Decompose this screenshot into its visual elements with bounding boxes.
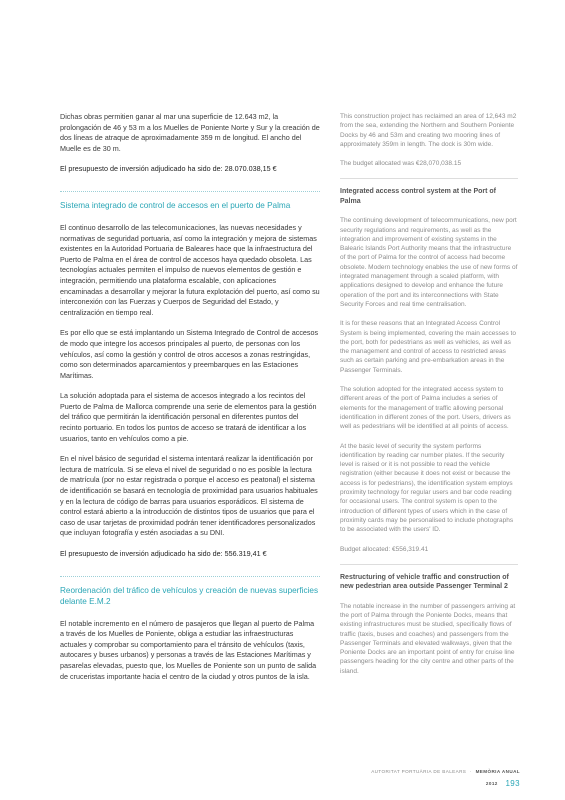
footer-report-title: MEMÒRIA ANUAL 2012 [475,769,520,786]
paragraph-integrated-system: Es por ello que se está implantando un Sistema Integrado de Control de accesos de modo que integre los accesos principales al puerto, de personas con los vehículos, así como la gestión y control de otros accesos a zonas restringidas, como son determinados aparcamientos y preembarques en las Estaciones Marítimas. [60,328,319,380]
paragraph-integrated-system-en: It is for these reasons that an Integrated Access Control System is being implemented, covering the main accesses to the port, both for pedestrians as well as vehicles, as well as the management and control of access to restricted areas such as certain parking and pre-embarkation areas in the Passenger Terminals. [340,320,516,374]
section-divider [340,178,518,179]
section-heading-access-control: Sistema integrado de control de accesos en el puerto de Palma [60,200,291,210]
section-heading-access-control-en: Integrated access control system at the Port of Palma [340,188,496,205]
page-number: 193 [505,779,520,788]
section-heading-traffic: Reordenación del tráfico de vehículos y creación de nuevas superficies delante E.M.2 [60,585,319,606]
paragraph-telecom: El continuo desarrollo de las telecomunicaciones, las nuevas necesidades y normativas de seguridad portuaria, así como la integración y mejora de sistemas existentes en la Autoridad Portuaria de Baleares hace que la infraestructura del Puerto de Palma en el área de control de accesos haya quedado obsoleta. Las tecnologías actuales permiten el impulso de nuevos elementos de gestión e integración, permitiendo una plataforma escalable, con aplicaciones encaminadas a desarrollar y mejorar la futura explotación del puerto, así como su interconexión con las Fuerzas y Cuerpos de Seguridad del Estado, y centralización en tiempo real. [60,222,320,317]
paragraph-dock-works: Dichas obras permitien ganar al mar una superficie de 12.643 m2, la prolongación de 46 y 53 m a los Muelles de Poniente Norte y Sur y la creación de dos líneas de atraque de aproximadamente 359 m de longitud. El ancho del Muelle es de 30 m. [60,112,320,153]
page-footer [360,766,520,788]
paragraph-solution: La solución adoptada para el sistema de accesos integrado a los recintos del Puerto de Palma de Mallorca comprende una serie de elementos para la gestión del tráfico que permitirán la identificación personal en diferentes puntos del recinto portuario. En todos los puntos de acceso se tratará de identificar a los usuarios, tanto en vehículos como a pie. [60,391,317,443]
budget-line-access-en: Budget allocated: €556,319.41 [340,545,429,553]
footer-org: AUTORITAT PORTUÀRIA DE BALEARS [371,769,467,774]
section-heading-traffic-en: Restructuring of vehicle traffic and construction of new pedestrian area outside Passenger Terminal 2 [340,573,509,591]
paragraph-dock-works-en: This construction project has reclaimed an area of 12,643 m2 from the sea, extending the Northern and Southern Poniente Docks by 46 and 53m and creating two mooring lines of approximately 359m in length. The dock is 30m wide. [340,113,517,148]
budget-line-dock-en: The budget allocated was €28,070,038.15 [340,160,462,168]
paragraph-passengers: El notable incremento en el número de pasajeros que llegan al puerto de Palma a través de los Muelles de Poniente, obliga a estudiar las infraestructuras actuales y comprobar su comportamiento para el tránsito de vehículos (taxis, autocares y buses urbanos) y personas a través de las Estaciones Marítimas y pasarelas elevadas, puesto que, los Muelles de Poniente son un punto de salida de cruceristas importante hacia el centro de la ciudad y otros puntos de la isla. [60,618,317,681]
spanish-column [60,112,320,692]
english-column [340,112,518,686]
footer-separator: · [469,769,472,774]
paragraph-passengers-en: The notable increase in the number of passengers arriving at the port of Palma through the Poniente Docks, means that existing infrastructures must be studied, specifically flows of traffic (taxis, buses and coaches) and passengers from the Passenger Terminals and elevated walkways, given that the Poniente Docks are an important point of entry for cruise line passengers heading for the city centre and other parts of the island. [340,602,516,675]
paragraph-security-level-en: At the basic level of security the system performs identification by reading car number plates. If the security level is raised or it is not possible to read the vehicle registration (either because it does not exist or because the access is for pedestrians), the identification system employs proximity technology for regular users and bar code reading for occasional users. The control system is open to the introduction of different types of users which in the case of proximity cards may be personalised to include photographs to be associated with the users' ID. [340,442,514,534]
section-divider [60,191,320,192]
paragraph-security-level: En el nivel básico de seguridad el sistema intentará realizar la identificación por lectura de matrícula. Si se eleva el nivel de seguridad o no es posible la lectura de matrícula (por no estar registrada o porque el acceso es peatonal) el sistema de identificación se basará en tecnología de proximidad para usuarios habituales y en la lectura de código de barras para usuarios esporádicos. El sistema de control estará abierto a la introducción de distintos tipos de usuarios que para el caso de usar tarjetas de proximidad podrán tener identificadores personalizados que incluyan fotografía y estén asociadas a su DNI. [60,454,318,538]
paragraph-telecom-en: The continuing development of telecommunications, new port security regulations and requirements, as well as the integration and improvement of existing systems in the Balearic Islands Port Authority means that the infrastructure of the port of Palma for the control of access had become obsolete. Modern technology enables the use of new forms of integrated management through a scaled platform, with applications designed to develop and enhance the future operation of the port and its interconnections with State Security Forces and real time centralisation. [340,217,518,308]
paragraph-solution-en: The solution adopted for the integrated access system to different areas of the port of Palma includes a series of elements for the management of traffic allowing personal identification in different zones of the port. Users, drivers as well as pedestrians will be identified at all points of access. [340,386,511,431]
budget-line-access: El presupuesto de inversión adjudicado ha sido de: 556.319,41 € [60,549,267,558]
section-divider [60,576,320,577]
budget-line-dock: El presupuesto de inversión adjudicado ha sido de: 28.070.038,15 € [60,164,277,174]
section-divider [340,564,518,565]
